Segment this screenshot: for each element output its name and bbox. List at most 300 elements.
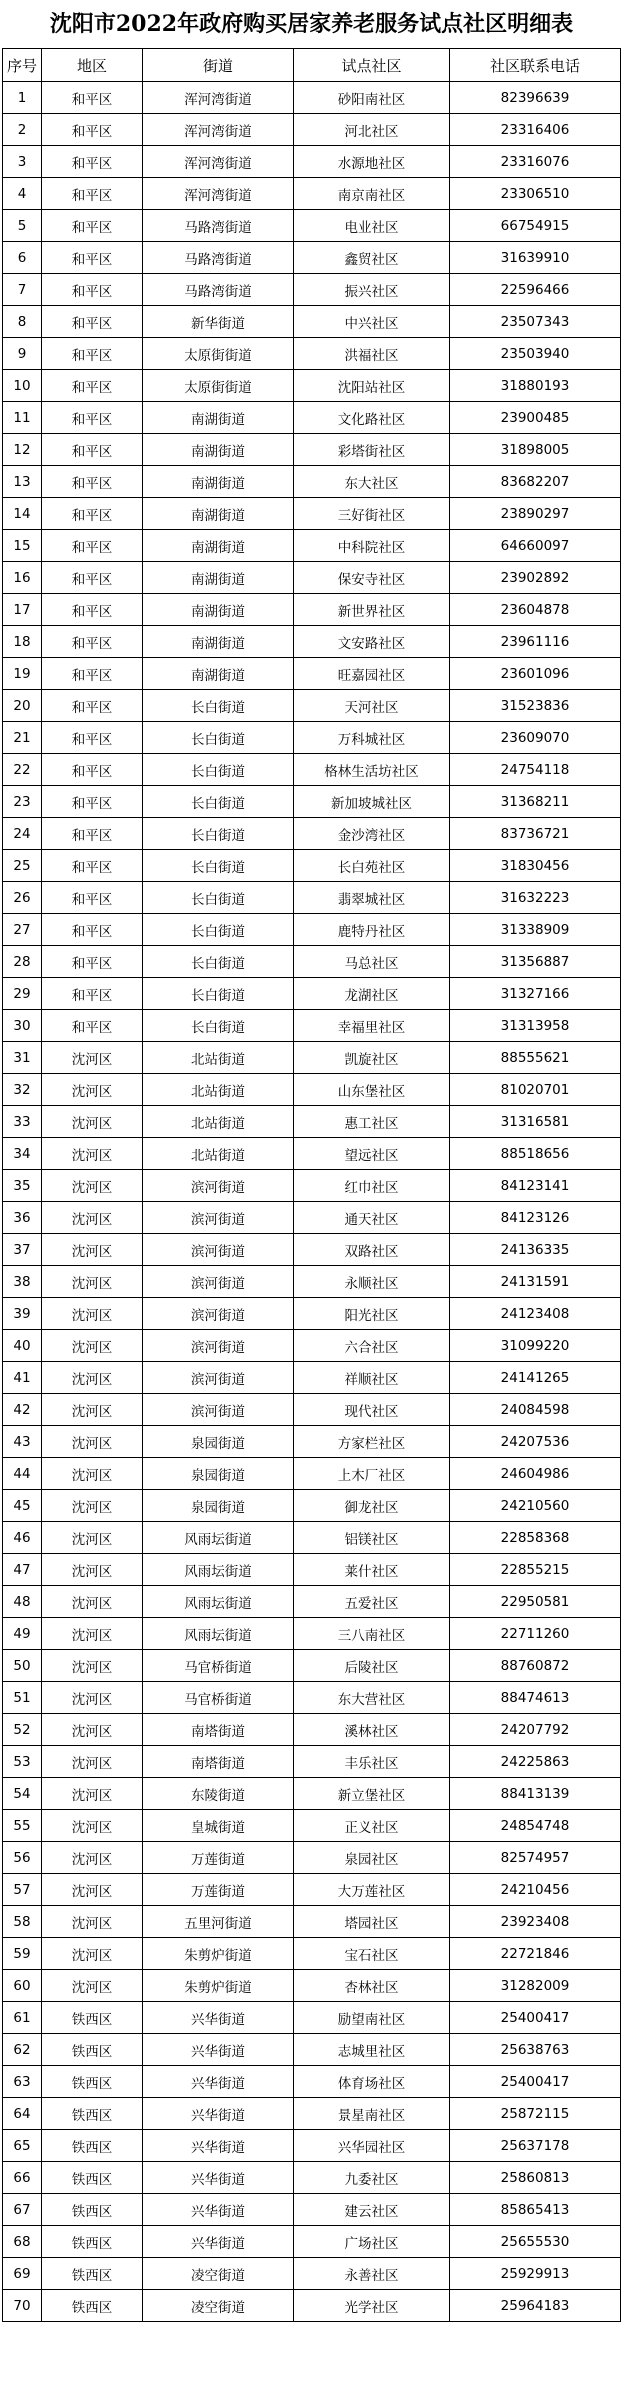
cell-district: 和平区 [42, 978, 143, 1010]
cell-no: 17 [3, 594, 42, 626]
cell-no: 39 [3, 1298, 42, 1330]
cell-street: 北站街道 [143, 1106, 294, 1138]
cell-district: 沈河区 [42, 1202, 143, 1234]
table-row [3, 786, 621, 818]
cell-phone: 31639910 [450, 242, 621, 274]
table-row [3, 1298, 621, 1330]
cell-street: 风雨坛街道 [143, 1554, 294, 1586]
cell-street: 北站街道 [143, 1042, 294, 1074]
cell-no: 64 [3, 2098, 42, 2130]
cell-phone: 24131591 [450, 1266, 621, 1298]
table-row [3, 242, 621, 274]
table-row [3, 1138, 621, 1170]
table-row [3, 2066, 621, 2098]
table-row [3, 594, 621, 626]
cell-district: 和平区 [42, 466, 143, 498]
table-row [3, 114, 621, 146]
table-row [3, 1554, 621, 1586]
cell-no: 29 [3, 978, 42, 1010]
table-row [3, 1618, 621, 1650]
cell-no: 59 [3, 1938, 42, 1970]
cell-no: 27 [3, 914, 42, 946]
cell-phone: 31327166 [450, 978, 621, 1010]
cell-no: 54 [3, 1778, 42, 1810]
cell-phone: 23900485 [450, 402, 621, 434]
cell-no: 24 [3, 818, 42, 850]
cell-district: 铁西区 [42, 2130, 143, 2162]
cell-no: 42 [3, 1394, 42, 1426]
cell-street: 北站街道 [143, 1074, 294, 1106]
cell-no: 12 [3, 434, 42, 466]
cell-phone: 23316406 [450, 114, 621, 146]
cell-no: 6 [3, 242, 42, 274]
cell-street: 滨河街道 [143, 1266, 294, 1298]
cell-community: 上木厂社区 [294, 1458, 450, 1490]
cell-phone: 24207792 [450, 1714, 621, 1746]
cell-no: 47 [3, 1554, 42, 1586]
cell-no: 46 [3, 1522, 42, 1554]
table-row [3, 690, 621, 722]
cell-district: 铁西区 [42, 2066, 143, 2098]
cell-street: 风雨坛街道 [143, 1618, 294, 1650]
page-title: 沈阳市2022年政府购买居家养老服务试点社区明细表 [49, 11, 574, 37]
cell-district: 沈河区 [42, 1106, 143, 1138]
table-row [3, 1170, 621, 1202]
table-row [3, 1682, 621, 1714]
cell-street: 南湖街道 [143, 402, 294, 434]
cell-community: 铝镁社区 [294, 1522, 450, 1554]
cell-phone: 24225863 [450, 1746, 621, 1778]
cell-street: 兴华街道 [143, 2098, 294, 2130]
cell-no: 70 [3, 2290, 42, 2322]
cell-community: 五爱社区 [294, 1586, 450, 1618]
cell-street: 长白街道 [143, 882, 294, 914]
table-row [3, 2194, 621, 2226]
cell-district: 铁西区 [42, 2290, 143, 2322]
cell-phone: 81020701 [450, 1074, 621, 1106]
cell-street: 东陵街道 [143, 1778, 294, 1810]
cell-district: 沈河区 [42, 1426, 143, 1458]
cell-no: 1 [3, 82, 42, 114]
cell-community: 后陵社区 [294, 1650, 450, 1682]
table-row [3, 306, 621, 338]
cell-no: 55 [3, 1810, 42, 1842]
cell-street: 长白街道 [143, 914, 294, 946]
cell-district: 沈河区 [42, 1778, 143, 1810]
table-row [3, 210, 621, 242]
cell-district: 和平区 [42, 722, 143, 754]
cell-community: 格林生活坊社区 [294, 754, 450, 786]
cell-no: 19 [3, 658, 42, 690]
cell-no: 49 [3, 1618, 42, 1650]
table-body [3, 82, 621, 2322]
cell-district: 和平区 [42, 242, 143, 274]
cell-no: 5 [3, 210, 42, 242]
cell-community: 励望南社区 [294, 2002, 450, 2034]
cell-phone: 24754118 [450, 754, 621, 786]
cell-community: 新世界社区 [294, 594, 450, 626]
cell-community: 振兴社区 [294, 274, 450, 306]
cell-phone: 23316076 [450, 146, 621, 178]
cell-community: 九委社区 [294, 2162, 450, 2194]
table-row [3, 1330, 621, 1362]
cell-no: 18 [3, 626, 42, 658]
table-row [3, 1842, 621, 1874]
header-phone: 社区联系电话 [450, 49, 621, 82]
cell-street: 新华街道 [143, 306, 294, 338]
cell-district: 沈河区 [42, 1682, 143, 1714]
cell-community: 天河社区 [294, 690, 450, 722]
table-row [3, 914, 621, 946]
cell-community: 现代社区 [294, 1394, 450, 1426]
cell-district: 沈河区 [42, 1714, 143, 1746]
table-row [3, 2002, 621, 2034]
cell-community: 幸福里社区 [294, 1010, 450, 1042]
cell-no: 44 [3, 1458, 42, 1490]
cell-phone: 31282009 [450, 1970, 621, 2002]
cell-street: 长白街道 [143, 978, 294, 1010]
cell-community: 洪福社区 [294, 338, 450, 370]
table-row [3, 1746, 621, 1778]
cell-district: 和平区 [42, 690, 143, 722]
table-row [3, 1202, 621, 1234]
cell-no: 2 [3, 114, 42, 146]
cell-street: 浑河湾街道 [143, 178, 294, 210]
cell-district: 和平区 [42, 210, 143, 242]
cell-no: 4 [3, 178, 42, 210]
cell-community: 御龙社区 [294, 1490, 450, 1522]
cell-street: 风雨坛街道 [143, 1586, 294, 1618]
cell-street: 万莲街道 [143, 1842, 294, 1874]
cell-street: 长白街道 [143, 722, 294, 754]
cell-phone: 24604986 [450, 1458, 621, 1490]
table-row [3, 1234, 621, 1266]
cell-community: 永顺社区 [294, 1266, 450, 1298]
table-row [3, 1970, 621, 2002]
cell-district: 沈河区 [42, 1266, 143, 1298]
cell-no: 10 [3, 370, 42, 402]
table-row [3, 1714, 621, 1746]
cell-district: 和平区 [42, 434, 143, 466]
cell-community: 河北社区 [294, 114, 450, 146]
cell-community: 水源地社区 [294, 146, 450, 178]
table-row [3, 274, 621, 306]
cell-district: 沈河区 [42, 1330, 143, 1362]
cell-phone: 84123141 [450, 1170, 621, 1202]
cell-district: 沈河区 [42, 1650, 143, 1682]
cell-street: 南湖街道 [143, 626, 294, 658]
cell-no: 7 [3, 274, 42, 306]
cell-community: 凯旋社区 [294, 1042, 450, 1074]
cell-phone: 64660097 [450, 530, 621, 562]
cell-street: 兴华街道 [143, 2002, 294, 2034]
table-row [3, 1586, 621, 1618]
table-row [3, 722, 621, 754]
cell-phone: 31356887 [450, 946, 621, 978]
cell-district: 沈河区 [42, 1138, 143, 1170]
cell-phone: 23503940 [450, 338, 621, 370]
cell-no: 43 [3, 1426, 42, 1458]
table-row [3, 1042, 621, 1074]
cell-street: 兴华街道 [143, 2162, 294, 2194]
table-row [3, 2034, 621, 2066]
cell-phone: 83736721 [450, 818, 621, 850]
cell-street: 兴华街道 [143, 2130, 294, 2162]
cell-no: 22 [3, 754, 42, 786]
cell-district: 和平区 [42, 306, 143, 338]
cell-community: 中兴社区 [294, 306, 450, 338]
cell-district: 和平区 [42, 530, 143, 562]
table-row [3, 370, 621, 402]
cell-street: 南湖街道 [143, 530, 294, 562]
table-row [3, 1810, 621, 1842]
cell-street: 五里河街道 [143, 1906, 294, 1938]
cell-no: 52 [3, 1714, 42, 1746]
cell-district: 铁西区 [42, 2098, 143, 2130]
cell-community: 志城里社区 [294, 2034, 450, 2066]
cell-district: 铁西区 [42, 2226, 143, 2258]
cell-community: 万科城社区 [294, 722, 450, 754]
cell-phone: 24123408 [450, 1298, 621, 1330]
cell-phone: 82574957 [450, 1842, 621, 1874]
cell-street: 长白街道 [143, 818, 294, 850]
cell-community: 杏林社区 [294, 1970, 450, 2002]
cell-no: 32 [3, 1074, 42, 1106]
cell-street: 泉园街道 [143, 1490, 294, 1522]
cell-district: 和平区 [42, 594, 143, 626]
table-row [3, 1106, 621, 1138]
cell-phone: 24210456 [450, 1874, 621, 1906]
cell-street: 南湖街道 [143, 562, 294, 594]
cell-community: 阳光社区 [294, 1298, 450, 1330]
cell-community: 文安路社区 [294, 626, 450, 658]
cell-street: 凌空街道 [143, 2258, 294, 2290]
table-row [3, 402, 621, 434]
cell-street: 滨河街道 [143, 1298, 294, 1330]
cell-street: 长白街道 [143, 1010, 294, 1042]
cell-phone: 66754915 [450, 210, 621, 242]
cell-phone: 24207536 [450, 1426, 621, 1458]
cell-district: 沈河区 [42, 1074, 143, 1106]
cell-no: 35 [3, 1170, 42, 1202]
cell-no: 25 [3, 850, 42, 882]
cell-phone: 85865413 [450, 2194, 621, 2226]
cell-no: 41 [3, 1362, 42, 1394]
cell-community: 塔园社区 [294, 1906, 450, 1938]
table-row [3, 178, 621, 210]
cell-district: 和平区 [42, 914, 143, 946]
cell-no: 9 [3, 338, 42, 370]
cell-street: 万莲街道 [143, 1874, 294, 1906]
table-row [3, 2162, 621, 2194]
cell-district: 沈河区 [42, 1362, 143, 1394]
cell-district: 和平区 [42, 946, 143, 978]
cell-no: 50 [3, 1650, 42, 1682]
cell-phone: 88474613 [450, 1682, 621, 1714]
cell-street: 马路湾街道 [143, 242, 294, 274]
cell-district: 沈河区 [42, 1586, 143, 1618]
cell-street: 朱剪炉街道 [143, 1938, 294, 1970]
header-community: 试点社区 [294, 49, 450, 82]
cell-no: 36 [3, 1202, 42, 1234]
cell-no: 26 [3, 882, 42, 914]
table-row [3, 1522, 621, 1554]
cell-district: 和平区 [42, 626, 143, 658]
cell-no: 45 [3, 1490, 42, 1522]
cell-street: 泉园街道 [143, 1458, 294, 1490]
cell-district: 沈河区 [42, 1906, 143, 1938]
table-row [3, 626, 621, 658]
cell-street: 南塔街道 [143, 1714, 294, 1746]
cell-street: 浑河湾街道 [143, 82, 294, 114]
cell-district: 铁西区 [42, 2034, 143, 2066]
cell-community: 惠工社区 [294, 1106, 450, 1138]
cell-district: 铁西区 [42, 2194, 143, 2226]
cell-district: 沈河区 [42, 1842, 143, 1874]
cell-district: 和平区 [42, 274, 143, 306]
cell-district: 沈河区 [42, 1746, 143, 1778]
cell-phone: 24854748 [450, 1810, 621, 1842]
table-row [3, 882, 621, 914]
table-row [3, 1074, 621, 1106]
table-row [3, 754, 621, 786]
cell-street: 皇城街道 [143, 1810, 294, 1842]
table-row [3, 2130, 621, 2162]
cell-community: 祥顺社区 [294, 1362, 450, 1394]
cell-phone: 84123126 [450, 1202, 621, 1234]
cell-phone: 22711260 [450, 1618, 621, 1650]
cell-community: 沈阳站社区 [294, 370, 450, 402]
cell-no: 14 [3, 498, 42, 530]
header-no: 序号 [3, 49, 42, 82]
cell-street: 滨河街道 [143, 1362, 294, 1394]
cell-no: 62 [3, 2034, 42, 2066]
cell-community: 电业社区 [294, 210, 450, 242]
cell-street: 北站街道 [143, 1138, 294, 1170]
cell-district: 和平区 [42, 818, 143, 850]
cell-district: 沈河区 [42, 1554, 143, 1586]
cell-no: 8 [3, 306, 42, 338]
cell-district: 沈河区 [42, 1170, 143, 1202]
cell-phone: 31880193 [450, 370, 621, 402]
cell-street: 滨河街道 [143, 1394, 294, 1426]
cell-street: 南湖街道 [143, 498, 294, 530]
cell-phone: 22950581 [450, 1586, 621, 1618]
cell-community: 南京南社区 [294, 178, 450, 210]
cell-no: 56 [3, 1842, 42, 1874]
cell-community: 丰乐社区 [294, 1746, 450, 1778]
cell-no: 20 [3, 690, 42, 722]
cell-community: 红巾社区 [294, 1170, 450, 1202]
table-row [3, 1362, 621, 1394]
cell-no: 13 [3, 466, 42, 498]
cell-phone: 23890297 [450, 498, 621, 530]
cell-district: 沈河区 [42, 1458, 143, 1490]
cell-community: 东大社区 [294, 466, 450, 498]
cell-community: 莱什社区 [294, 1554, 450, 1586]
table-row [3, 1874, 621, 1906]
cell-district: 和平区 [42, 370, 143, 402]
cell-district: 沈河区 [42, 1234, 143, 1266]
cell-street: 长白街道 [143, 690, 294, 722]
table-row [3, 146, 621, 178]
cell-no: 57 [3, 1874, 42, 1906]
cell-phone: 31368211 [450, 786, 621, 818]
cell-phone: 25400417 [450, 2066, 621, 2098]
cell-community: 鹿特丹社区 [294, 914, 450, 946]
cell-street: 南湖街道 [143, 434, 294, 466]
cell-district: 沈河区 [42, 1618, 143, 1650]
cell-no: 37 [3, 1234, 42, 1266]
cell-district: 铁西区 [42, 2002, 143, 2034]
table-row [3, 434, 621, 466]
cell-district: 和平区 [42, 658, 143, 690]
cell-community: 长白苑社区 [294, 850, 450, 882]
cell-community: 泉园社区 [294, 1842, 450, 1874]
table-row [3, 530, 621, 562]
cell-district: 和平区 [42, 146, 143, 178]
cell-no: 31 [3, 1042, 42, 1074]
cell-phone: 23601096 [450, 658, 621, 690]
cell-district: 沈河区 [42, 1490, 143, 1522]
cell-no: 11 [3, 402, 42, 434]
cell-phone: 31338909 [450, 914, 621, 946]
cell-phone: 23961116 [450, 626, 621, 658]
table-row [3, 2226, 621, 2258]
cell-no: 67 [3, 2194, 42, 2226]
cell-phone: 24084598 [450, 1394, 621, 1426]
cell-community: 体育场社区 [294, 2066, 450, 2098]
cell-no: 21 [3, 722, 42, 754]
cell-no: 16 [3, 562, 42, 594]
table-row [3, 1010, 621, 1042]
table-row [3, 1906, 621, 1938]
table-row [3, 1394, 621, 1426]
table-row [3, 466, 621, 498]
cell-phone: 83682207 [450, 466, 621, 498]
cell-street: 南塔街道 [143, 1746, 294, 1778]
cell-community: 旺嘉园社区 [294, 658, 450, 690]
cell-street: 太原街街道 [143, 338, 294, 370]
cell-street: 马官桥街道 [143, 1650, 294, 1682]
cell-no: 60 [3, 1970, 42, 2002]
cell-district: 和平区 [42, 882, 143, 914]
cell-community: 光学社区 [294, 2290, 450, 2322]
cell-street: 南湖街道 [143, 658, 294, 690]
cell-phone: 82396639 [450, 82, 621, 114]
table-row [3, 1938, 621, 1970]
table-row [3, 2258, 621, 2290]
cell-street: 长白街道 [143, 754, 294, 786]
cell-community: 双路社区 [294, 1234, 450, 1266]
header-row [3, 49, 621, 82]
cell-district: 沈河区 [42, 1522, 143, 1554]
cell-no: 48 [3, 1586, 42, 1618]
table-row [3, 82, 621, 114]
cell-no: 15 [3, 530, 42, 562]
table-row [3, 2098, 621, 2130]
cell-no: 65 [3, 2130, 42, 2162]
cell-phone: 24210560 [450, 1490, 621, 1522]
cell-district: 和平区 [42, 82, 143, 114]
cell-community: 六合社区 [294, 1330, 450, 1362]
table-row [3, 978, 621, 1010]
table-row [3, 1266, 621, 1298]
table-row [3, 658, 621, 690]
cell-phone: 31313958 [450, 1010, 621, 1042]
cell-phone: 23507343 [450, 306, 621, 338]
cell-district: 和平区 [42, 498, 143, 530]
